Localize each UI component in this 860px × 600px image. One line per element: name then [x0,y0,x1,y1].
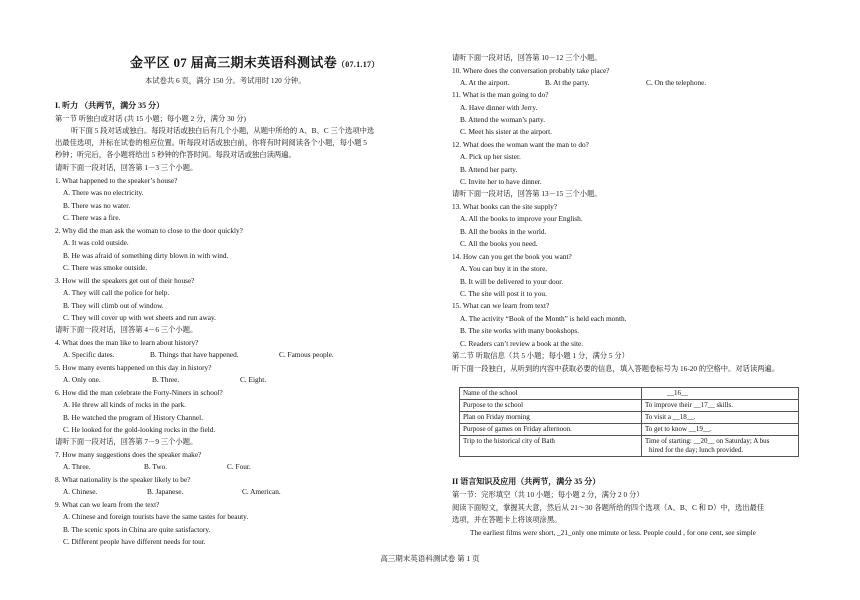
option: B. There was no water. [63,201,131,210]
option: C. American. [242,487,281,496]
table-cell: Purpose to the school [460,400,642,412]
instruction-line: 听下面 5 段对话或独白。每段对话或独白后有几个小题，从题中所给的 A、B、C 三个选项中选 [71,126,375,135]
table-row [460,412,799,424]
table-cell: To visit a __18__. [642,412,799,424]
option: B. Two. [144,462,168,471]
part1-heading: I. 听力 （共两节，满分 35 分） [55,101,165,110]
table-cell: Purpose of games on Friday afternoon. [460,424,642,436]
option: C. On the telephone. [646,78,707,87]
option: B. The scenic spots in China are quite satisfactory. [63,525,211,534]
page-title: 金平区 07 届高三期末英语科测试卷（07.1.17） [130,55,380,70]
direction-line: 请听下面一段对话，回答第 1－3 三个小题。 [55,163,198,172]
instruction-line: 出最佳选项，并标在试卷的相应位置。听每段对话或独白前，你将有时间阅读各个小题，每小题 5 [55,138,367,147]
option: C. Meet his sister at the airport. [460,127,553,136]
question-3: 3. How will the speakers get out of their house? [55,276,195,285]
option: C. The site will post it to you. [460,289,547,298]
part2-section1-heading: 第一节：完形填空（共 10 小题；每小题 2 分，满分 2 0 分） [452,490,644,499]
option: B. Attend her party. [460,165,518,174]
question-14: 14. How can you get the book you want? [452,252,572,261]
option: B. Things that have happened. [150,350,239,359]
option: A. All the books to improve your English. [460,214,583,223]
option: B. It will be delivered to your door. [460,277,564,286]
part2-instruction: 阅读下面短文，掌握其大意，然后从 21～30 各题所给的四个选项（A、B、C 和 D）中，选出最佳 [452,503,765,512]
direction-line: 请听下面一段对话，回答第 13－15 三个小题。 [452,189,602,198]
table-cell: Plan on Friday morning [460,412,642,424]
direction-line: 请听下面一段对话，回答第 7－9 三个小题。 [55,437,198,446]
option: C. Famous people. [279,350,334,359]
table-row [460,436,799,457]
option: B. He watched the program of History Channel. [63,413,204,422]
option: B. The site works with many bookshops. [460,326,580,335]
option: A. Chinese and foreign tourists have the same tastes for beauty. [63,512,249,521]
question-10: 10. Where does the conversation probably take place? [452,66,610,75]
question-7: 7. How many suggestions does the speaker make? [55,450,202,459]
table-row [460,388,799,400]
option: A. You can buy it in the store. [460,264,548,273]
option: A. There was no electricity. [63,188,144,197]
table-cell: To get to know __19__. [642,424,799,436]
option: C. There was a fire. [63,213,121,222]
question-2: 2. Why did the man ask the woman to close to the door quickly? [55,226,243,235]
table-cell-line: Time of starting: __20__ on Saturday; A bus [645,437,770,445]
option: C. Invite her to have dinner. [460,177,542,186]
section1-heading: 第一节 听独白或对话 (共 15 小题；每小题 2 分，满分 30 分) [55,114,246,123]
option: A. Specific dates. [63,350,115,359]
part2-instruction: 选项，并在答题卡上将该项涂黑。 [452,515,562,524]
table-cell [642,436,799,457]
option: A. The activity “Book of the Month” is held each month. [460,314,627,323]
section2-instruction: 听下面一段独白，从听到的内容中获取必要的信息，填入答题卷标号为 16-20 的空格中。对话读两遍。 [452,364,780,373]
option: A. At the airport. [460,78,510,87]
option: C. Eight. [240,375,267,384]
option: C. They will cover up with wet sheets and run away. [63,313,216,322]
section2-heading: 第二节 听取信息（共 5 小题；每小题 1 分，满分 5 分） [452,351,629,360]
option: A. Chinese. [63,487,98,496]
question-9: 9. What can we learn from the text? [55,500,160,509]
option: B. All the books in the world. [460,227,547,236]
table-cell: To improve their __17__ skills. [642,400,799,412]
question-11: 11. What is the man going to do? [452,90,549,99]
question-5: 5. How many events happened on this day in history? [55,363,212,372]
option: A. It was cold outside. [63,238,129,247]
exam-info: 本试卷共 6 页，满分 150 分。考试用时 120 分钟。 [145,76,306,85]
table-cell-line: hired for the day; lunch provided. [649,446,744,454]
table-row [460,424,799,436]
option: C. Different people have different needs for tour. [63,537,206,546]
instruction-line: 秒钟；听完后，各小题将给出 5 秒钟的作答时间。每段对话或独白读两遍。 [55,150,296,159]
option: B. He was afraid of something dirty blown in with wind. [63,251,229,260]
question-12: 12. What does the woman want the man to do? [452,140,589,149]
table-cell: __16__ [642,388,799,400]
direction-line: 请听下面一段对话，回答第 10－12 三个小题。 [452,53,602,62]
table-row [460,400,799,412]
option: A. Have dinner with Jerry. [460,103,538,112]
question-6: 6. How did the man celebrate the Forty-Niners in school? [55,388,223,397]
option: C. All the books you need. [460,239,538,248]
option: B. At the party. [545,78,590,87]
option: A. He threw all kinds of rocks in the park. [63,400,187,409]
option: C. Readers can’t review a book at the site. [460,339,584,348]
option: C. There was smoke outside. [63,263,148,272]
option: B. Three. [152,375,180,384]
option: B. Attend the woman’s party. [460,115,546,124]
part2-heading: II 语言知识及应用（共两节，满分 35 分） [452,477,601,486]
question-1: 1. What happened to the speaker’s house? [55,176,178,185]
option: A. Three. [63,462,91,471]
option: A. Pick up her sister. [460,152,521,161]
info-table [459,387,799,457]
option: C. Four. [227,462,251,471]
option: A. Only one. [63,375,101,384]
table-cell: Name of the school [460,388,642,400]
passage-line: The earliest films were short, _21_only one minute or less. People could , for one cent, see simple [470,528,756,537]
direction-line: 请听下面一段对话，回答第 4－6 三个小题。 [55,325,198,334]
question-8: 8. What nationality is the speaker likely to be? [55,475,191,484]
question-4: 4. What does the man like to learn about history? [55,338,199,347]
page-footer: 高三期末英语科测试卷 第 1 页 [380,554,480,563]
option: B. They will climb out of window. [63,301,164,310]
option: B. Japanese. [147,487,184,496]
option: C. He looked for the gold-looking rocks in the field. [63,425,216,434]
table-cell: Trip to the historical city of Bath [460,436,642,457]
option: A. They will call the police for help. [63,288,170,297]
question-15: 15. What can we learn from text? [452,301,550,310]
question-13: 13. What books can the site supply? [452,202,558,211]
